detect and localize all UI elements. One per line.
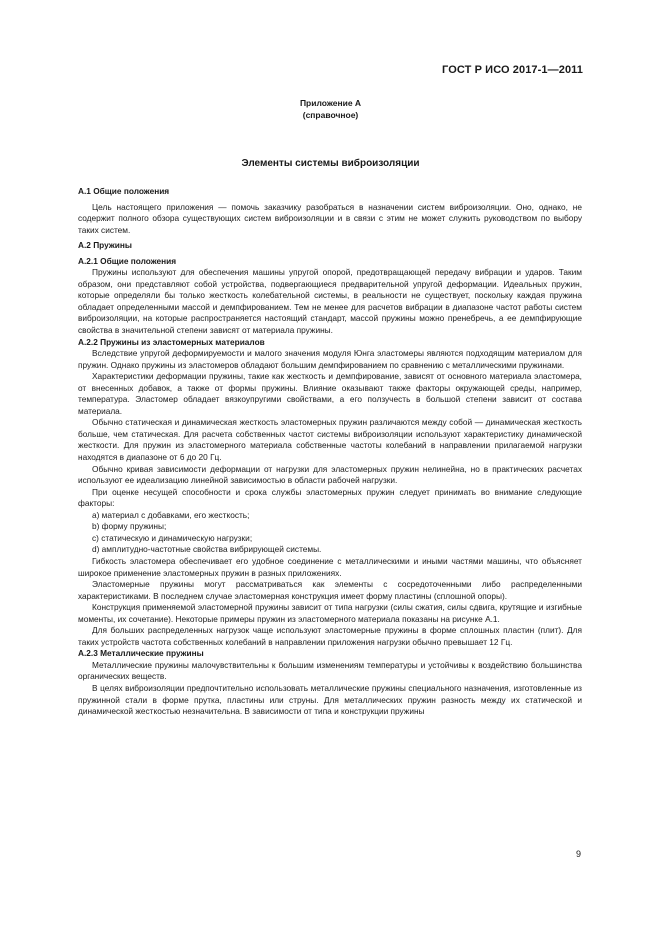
paragraph: При оценке несущей способности и срока службы эластомерных пружин следует принимать во внимание следующие факторы:	[78, 486, 582, 509]
paragraph: Гибкость эластомера обеспечивает его удобное соединение с металлическими и иными частями машины, что объясняет широкое применение эластомерных пружин в разных приложениях.	[78, 555, 582, 578]
section-heading-a21: А.2.1 Общие положения	[78, 255, 177, 266]
paragraph: Конструкция применяемой эластомерной пружины зависит от типа нагрузки (силы сжатия, силы сдвига, крутящие и изгибные моменты, их сочетание). Некоторые примеры пружин из эластомерного материала показаны на рисунке А.1.	[78, 602, 582, 624]
document-code: ГОСТ Р ИСО 2017-1—2011	[442, 64, 583, 76]
paragraph: Металлические пружины малочувствительны к большим изменениям температуры и устойчивы к воздействию большинства органических веществ.	[78, 659, 582, 682]
paragraph: Пружины используют для обеспечения машины упругой опорой, предотвращающей передачу вибрации и ударов. Таким образом, они представляют собой устройства, подвергающиеся предварительной упругой деформации. Идеальных пружин, которые определяли бы только жесткость колебательной системы, в реальности не существует, поскольку каждая пружина обладает определенными массой и демпфированием. Тем не менее для расчетов вибрации в диапазоне частот работы систем виброизоляции, на которые распространяется настоящий стандарт, массой пружины можно пренебречь, а ее демпфирующие свойства в значительной степени зависят от материала пружины.	[78, 267, 582, 336]
annex-label: Приложение А	[299, 98, 362, 108]
list-item: а) материал с добавками, его жесткость;	[92, 509, 250, 520]
paragraph: Для больших распределенных нагрузок чаще используют эластомерные пружины в форме сплошных пластин (плит). Для таких устройств частота собственных колебаний в направлении приложения нагрузки обычно превышает 12 Гц.	[78, 625, 582, 647]
paragraph: Цель настоящего приложения — помочь заказчику разобраться в назначении систем виброизоляции. Оно, однако, не содержит полного обзора существующих систем виброизоляции и в связи с этим не может служить руководством по выбору таких систем.	[78, 201, 582, 235]
annex-title: Элементы системы виброизоляции	[241, 158, 420, 169]
paragraph: Характеристики деформации пружины, такие как жесткость и демпфирование, зависят от основного материала эластомера, от внесенных добавок, а также от формы пружины. Влияние оказывают также факторы окружающей среды, например, температура. Эластомер обладает вязкоупругими свойствами, а его ползучесть в большой степени зависит от состава материала.	[78, 371, 582, 416]
annex-type: (справочное)	[302, 110, 359, 120]
list-item: d) амплитудно-частотные свойства вибрирующей системы.	[92, 544, 322, 555]
section-heading-a22: А.2.2 Пружины из эластомерных материалов	[78, 336, 265, 347]
list-item: b) форму пружины;	[92, 521, 167, 532]
paragraph: Эластомерные пружины могут рассматриваться как элементы с сосредоточенными либо распределенными характеристиками. В последнем случае эластомерная конструкция имеет форму пластины (сплошной опоры).	[78, 579, 582, 601]
page-number: 9	[575, 849, 581, 859]
section-heading-a1: А.1 Общие положения	[78, 186, 170, 196]
section-heading-a23: А.2.3 Металлические пружины	[78, 648, 204, 659]
body-text	[78, 186, 582, 718]
list-item: с) статическую и динамическую нагрузки;	[92, 532, 253, 543]
paragraph: Вследствие упругой деформируемости и малого значения модуля Юнга эластомеры являются подходящим материалом для пружин. Однако пружины из эластомеров обладают большим демпфированием по сравнению с металлическими пружинами.	[78, 348, 582, 370]
paragraph: Обычно статическая и динамическая жесткость эластомерных пружин различаются между собой — динамическая жесткость больше, чем статическая. Для расчета собственных частот системы виброизоляции используют характеристику динамической жесткости. Для пружин из эластомерного материала собственные частоты колебаний в направлении прилагаемой нагрузки находятся в диапазоне от 6 до 20 Гц.	[78, 417, 582, 463]
paragraph: В целях виброизоляции предпочтительно использовать металлические пружины специального назначения, изготовленные из пружинной стали в форме прутка, пластины или струны. Для металлических пружин разность между их статической и динамической жесткостью незначительна. В зависимости от типа и конструкции пружины	[78, 682, 582, 717]
section-heading-a2: А.2 Пружины	[78, 240, 132, 251]
paragraph: Обычно кривая зависимости деформации от нагрузки для эластомерных пружин нелинейна, но в практических расчетах используют ее идеализацию линейной зависимостью в области рабочей нагрузки.	[78, 463, 582, 486]
